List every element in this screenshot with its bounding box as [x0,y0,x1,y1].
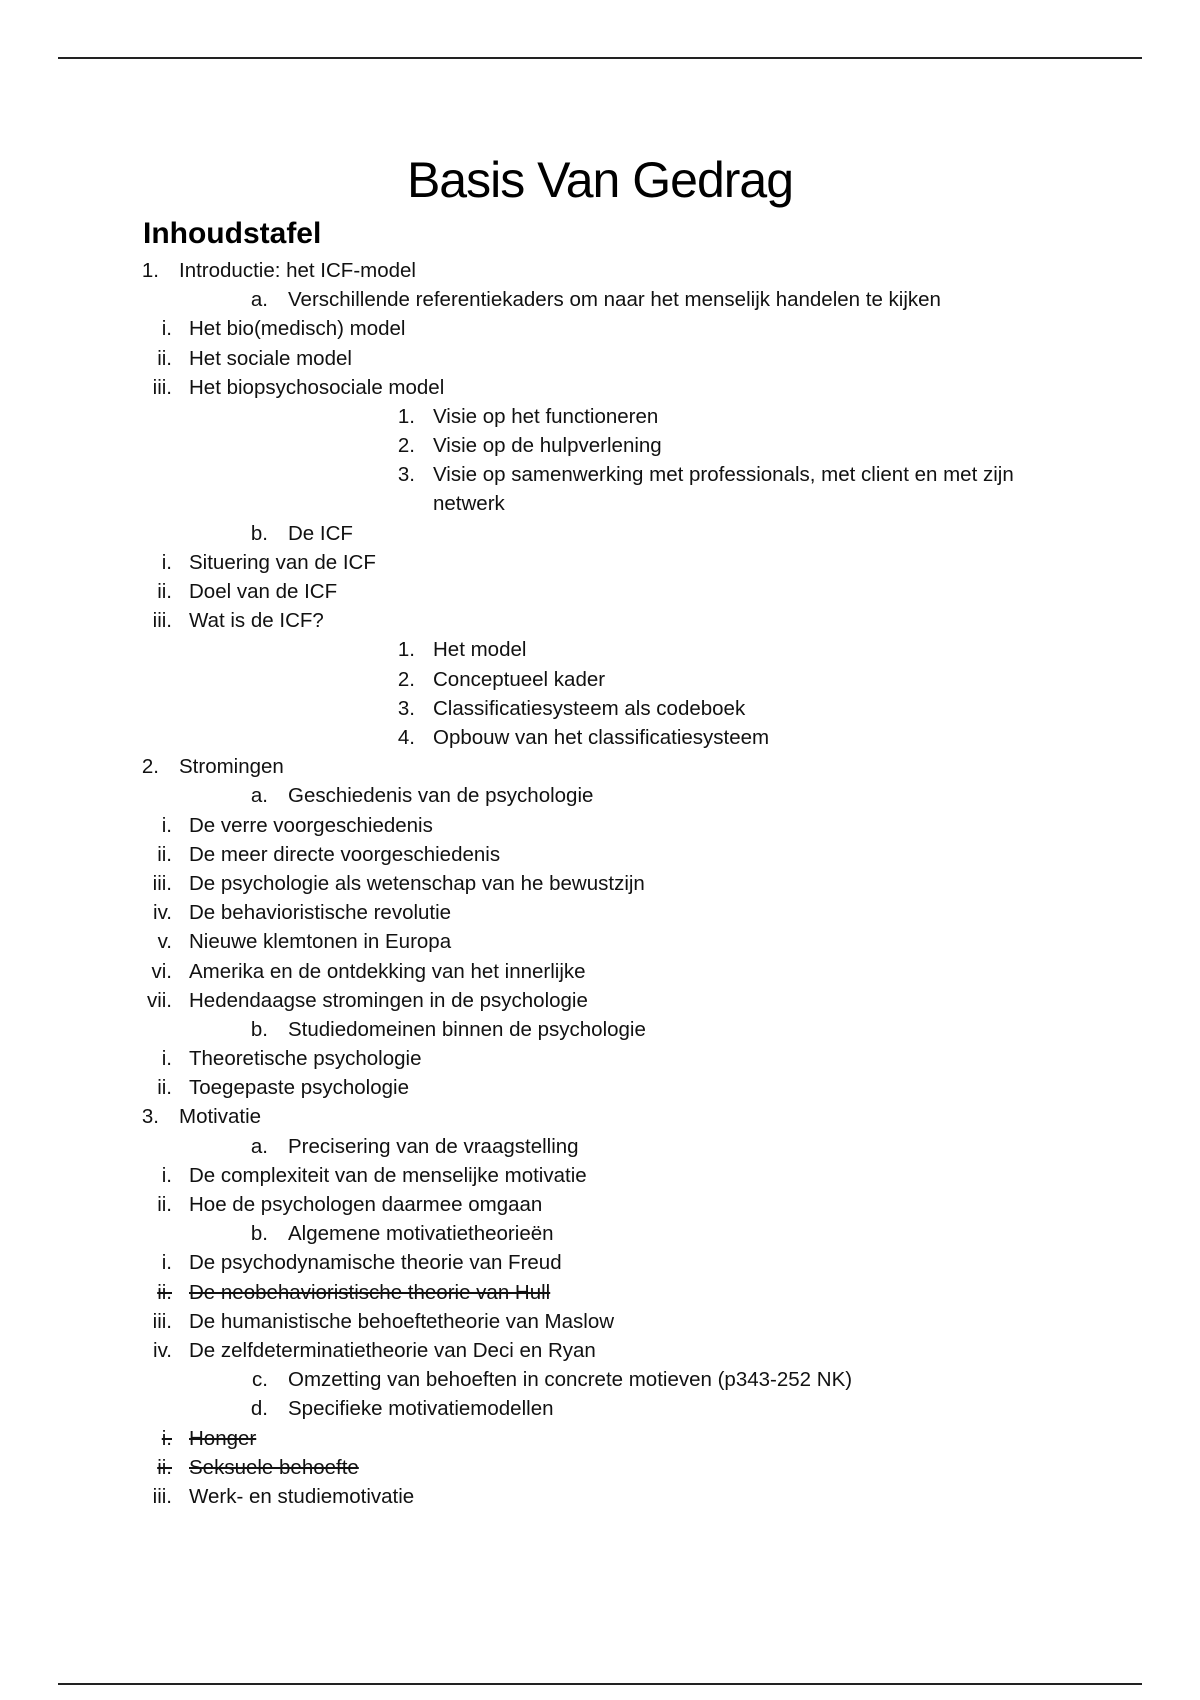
toc-entry-number: a. [250,288,268,312]
toc-entry [0,1190,1200,1219]
toc-entry [0,723,1200,752]
toc-entry-number: iii. [152,609,172,633]
toc-entry-text: Het biopsychosociale model [189,375,445,399]
toc-entry-number: d. [250,1397,268,1421]
toc-entry-number: 2. [141,755,159,779]
toc-entry-number: 2. [397,667,415,691]
toc-entry [0,1336,1200,1365]
toc-entry-text: Situering van de ICF [189,550,376,574]
toc-entry-text: Geschiedenis van de psychologie [288,784,594,808]
toc-entry-number: ii. [157,580,172,604]
toc-entry [0,1424,1200,1453]
toc-entry-number: 1. [397,404,415,428]
toc-entry [0,1278,1200,1307]
toc-entry [0,1482,1200,1511]
toc-entry-number: ii. [157,1280,172,1304]
toc-entry-text: Het sociale model [189,346,352,370]
toc-entry-number: i. [161,1426,172,1450]
toc-entry-number: a. [250,784,268,808]
toc-entry-number: iii. [152,1309,172,1333]
toc-entry-text: De zelfdeterminatietheorie van Deci en Ryan [189,1338,596,1362]
toc-entry-number: ii. [157,1193,172,1217]
toc-entry [0,606,1200,635]
toc-entry-number: ii. [157,1455,172,1479]
toc-entry-text: De psychodynamische theorie van Freud [189,1251,562,1275]
toc-entry [0,665,1200,694]
toc-entry-text: Amerika en de ontdekking van het innerlijke [189,959,586,983]
toc-entry-number: ii. [157,346,172,370]
toc-entry-text: Doel van de ICF [189,580,338,604]
toc-entry [0,344,1200,373]
toc-entry-text: Classificatiesysteem als codeboek [433,696,746,720]
toc-entry-number: 3. [141,1105,159,1129]
toc-entry [0,1132,1200,1161]
toc-entry-text: Het model [433,638,527,662]
toc-entry-number: v. [157,930,172,954]
toc-entry-number: a. [250,1134,268,1158]
table-of-contents [0,256,1200,1511]
toc-entry [0,752,1200,781]
toc-entry [0,577,1200,606]
toc-entry-number: iv. [153,1338,172,1362]
header-rule [58,57,1142,59]
toc-entry-text: Motivatie [179,1105,262,1129]
toc-entry-text: Visie op de hulpverlening [433,434,662,458]
toc-entry-text: Omzetting van behoeften in concrete motieven (p343-252 NK) [288,1368,853,1392]
toc-entry-number: i. [161,550,172,574]
toc-entry [0,1453,1200,1482]
toc-entry-number: 3. [397,696,415,720]
toc-entry-number: b. [250,1017,268,1041]
toc-entry-text: De meer directe voorgeschiedenis [189,842,501,866]
toc-entry-text: De humanistische behoeftetheorie van Maslow [189,1309,615,1333]
toc-entry [0,1015,1200,1044]
toc-entry-text: De neobehavioristische theorie van Hull [189,1280,551,1304]
toc-entry [0,1073,1200,1102]
toc-entry-text: Het bio(medisch) model [189,317,406,341]
toc-entry-text: Werk- en studiemotivatie [189,1484,415,1508]
toc-entry-text: De verre voorgeschiedenis [189,813,433,837]
toc-entry-number: vi. [151,959,172,983]
toc-entry-number: i. [161,1251,172,1275]
toc-entry [0,957,1200,986]
toc-entry-text: De ICF [288,521,353,545]
toc-entry-text: Verschillende referentiekaders om naar het menselijk handelen te kijken [288,288,941,312]
toc-entry [0,256,1200,285]
toc-entry [0,635,1200,664]
toc-entry [0,986,1200,1015]
toc-entry [0,285,1200,314]
toc-entry [0,1248,1200,1277]
toc-entry-text: Nieuwe klemtonen in Europa [189,930,452,954]
toc-entry [0,460,1200,518]
toc-entry-text: Algemene motivatietheorieën [288,1222,554,1246]
toc-entry-text: Introductie: het ICF-model [179,259,416,282]
toc-entry-text: Stromingen [179,755,284,779]
toc-entry-text: Opbouw van het classificatiesysteem [433,726,770,750]
toc-entry-number: 4. [397,726,415,750]
toc-entry-text: Conceptueel kader [433,667,606,691]
toc-entry-text: Precisering van de vraagstelling [288,1134,579,1158]
toc-entry-number: i. [161,813,172,837]
toc-entry [0,694,1200,723]
toc-entry-text: De complexiteit van de menselijke motivatie [189,1163,587,1187]
toc-entry-text: Toegepaste psychologie [189,1076,409,1100]
toc-entry [0,869,1200,898]
toc-entry [0,781,1200,810]
toc-entry [0,1044,1200,1073]
toc-entry-number: c. [252,1368,268,1392]
toc-entry-number: iv. [153,901,172,925]
toc-entry-text: De behavioristische revolutie [189,901,452,925]
toc-entry [0,1394,1200,1423]
toc-entry [0,402,1200,431]
toc-entry-number: 3. [397,463,415,487]
toc-entry-number: ii. [157,1076,172,1100]
toc-heading: Inhoudstafel [143,217,322,250]
document-title: Basis Van Gedrag [406,152,794,208]
toc-entry-text: Honger [189,1426,257,1450]
toc-entry [0,431,1200,460]
toc-entry-number: iii. [152,1484,172,1508]
footer-rule [58,1683,1142,1685]
toc-entry [0,898,1200,927]
toc-entry-text: Studiedomeinen binnen de psychologie [288,1017,646,1041]
toc-entry [0,314,1200,343]
toc-entry [0,927,1200,956]
toc-entry [0,840,1200,869]
toc-entry-number: 1. [397,638,415,662]
toc-entry-number: 2. [397,434,415,458]
toc-entry [0,811,1200,840]
toc-entry [0,373,1200,402]
toc-entry-number: iii. [152,871,172,895]
toc-entry-text: Hedendaagse stromingen in de psychologie [189,988,588,1012]
toc-entry [0,548,1200,577]
toc-entry-number: 1. [141,259,159,282]
toc-entry-number: b. [250,521,268,545]
toc-entry-text: Seksuele behoefte [189,1455,359,1479]
toc-entry-number: i. [161,1047,172,1071]
toc-entry-text: De psychologie als wetenschap van he bewustzijn [189,871,645,895]
toc-entry-text: Wat is de ICF? [189,609,324,633]
toc-entry-number: i. [161,1163,172,1187]
toc-entry [0,519,1200,548]
toc-entry [0,1219,1200,1248]
toc-entry [0,1161,1200,1190]
toc-entry-number: vii. [146,988,172,1012]
toc-entry [0,1307,1200,1336]
toc-entry [0,1365,1200,1394]
toc-entry-number: i. [161,317,172,341]
toc-entry-text: Specifieke motivatiemodellen [288,1397,554,1421]
toc-entry-text: Hoe de psychologen daarmee omgaan [189,1193,543,1217]
toc-entry-text: Theoretische psychologie [189,1047,422,1071]
toc-entry-number: b. [250,1222,268,1246]
toc-entry-text: Visie op het functioneren [433,404,659,428]
toc-entry-number: ii. [157,842,172,866]
toc-entry [0,1102,1200,1131]
toc-entry-number: iii. [152,375,172,399]
toc-entry-text: Visie op samenwerking met professionals, met client en met zijn netwerk [433,463,1014,516]
